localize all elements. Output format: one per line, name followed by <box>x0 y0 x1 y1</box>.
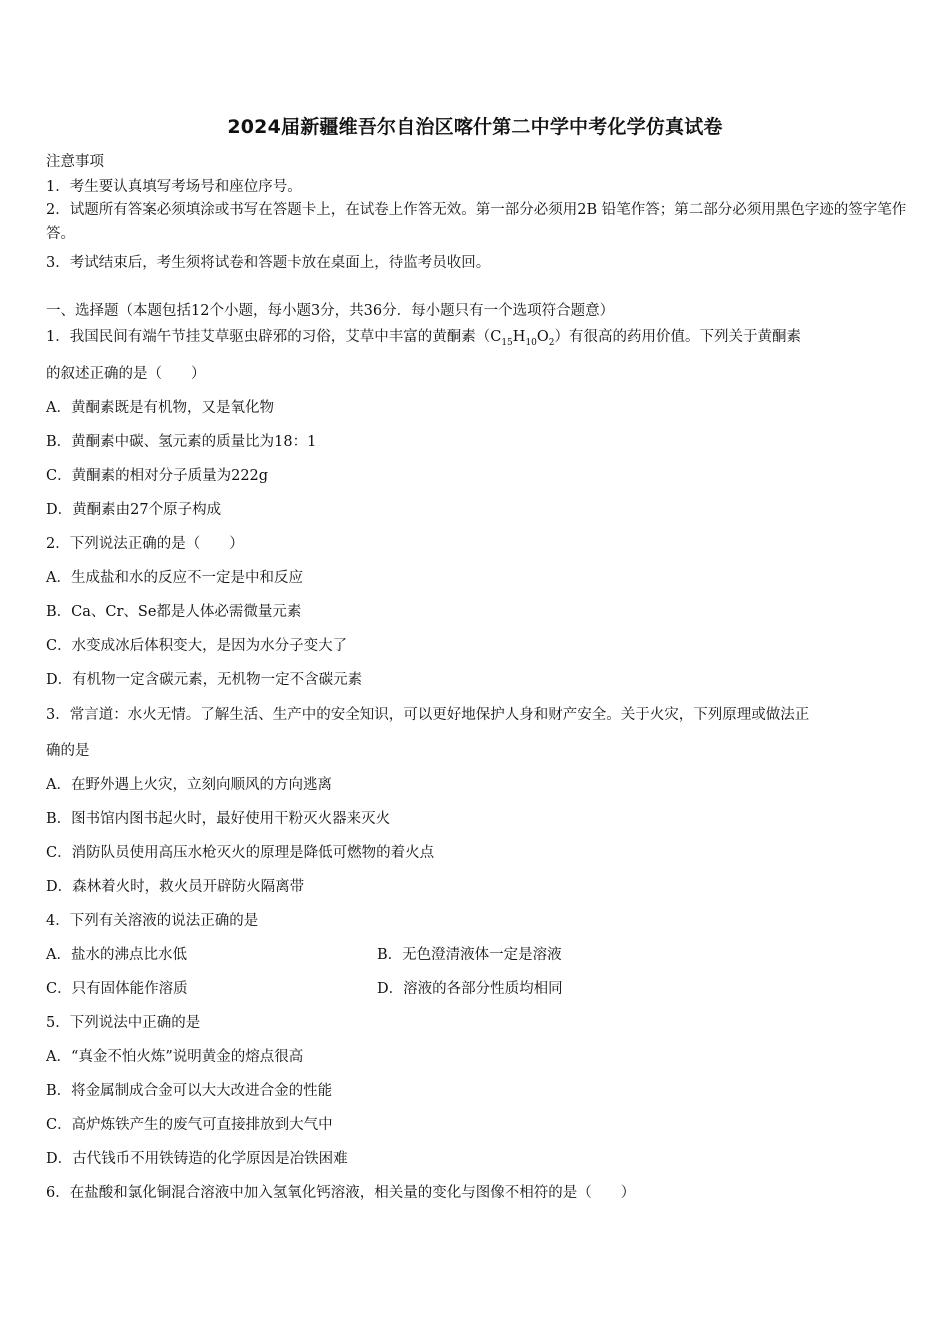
q4-option-d: D．溶液的各部分性质均相同 <box>377 981 563 997</box>
q4-option-b: B．无色澄清液体一定是溶液 <box>377 947 562 963</box>
q2-option-c: C．水变成冰后体积变大，是因为水分子变大了 <box>46 638 348 654</box>
q1-stem: 1．我国民间有端午节挂艾草驱虫辟邪的习俗，艾草中丰富的黄酮素$(C_{15}H_{10}O_2)$有很高的药用价值。下列关于黄酮素 <box>46 329 802 348</box>
q1-option-c: C．黄酮素的相对分子质量为222g <box>46 468 269 484</box>
page-title: 2024届新疆维吾尔自治区喀什第二中学中考化学仿真试卷 <box>227 116 723 138</box>
q5-option-b: B．将金属制成合金可以大大改进合金的性能 <box>46 1083 333 1099</box>
q3-option-d: D．森林着火时，救火员开辟防火隔离带 <box>46 879 305 895</box>
q1-stem-continued: 的叙述正确的是（ ） <box>46 366 206 382</box>
q3-option-a: A．在野外遇上火灾，立刻向顺风的方向逃离 <box>46 777 332 793</box>
q5-stem: 5．下列说法中正确的是 <box>46 1015 201 1031</box>
q3-option-b: B．图书馆内图书起火时，最好使用干粉灭火器来灭火 <box>46 811 391 827</box>
q5-option-c: C．高炉炼铁产生的废气可直接排放到大气中 <box>46 1117 333 1133</box>
q2-option-a: A．生成盐和水的反应不一定是中和反应 <box>46 570 303 586</box>
q5-option-d: D．古代钱币不用铁铸造的化学原因是冶铁困难 <box>46 1151 348 1167</box>
q6-stem: 6．在盐酸和氯化铜混合溶液中加入氢氧化钙溶液，相关量的变化与图像不相符的是（ ） <box>46 1185 636 1201</box>
q3-stem-continued: 确的是 <box>46 743 90 759</box>
q2-stem: 2．下列说法正确的是（ ） <box>46 536 244 552</box>
q4-stem: 4．下列有关溶液的说法正确的是 <box>46 913 259 929</box>
q3-stem: 3．常言道：水火无情。了解生活、生产中的安全知识，可以更好地保护人身和财产安全。关于火灾，下列原理或做法正 <box>46 707 810 723</box>
q4-option-c: C．只有固体能作溶质 <box>46 981 188 997</box>
q1-option-b: B．黄酮素中碳、氢元素的质量比为18：1 <box>46 434 317 450</box>
q2-option-b: B．Ca、Cr、Se都是人体必需微量元素 <box>46 604 302 620</box>
notice-heading: 注意事项 <box>46 154 104 170</box>
q4-option-a: A．盐水的沸点比水低 <box>46 947 187 963</box>
q1-option-d: D．黄酮素由27个原子构成 <box>46 502 222 518</box>
q1-option-a: A．黄酮素既是有机物，又是氧化物 <box>46 400 274 416</box>
section-heading: 一、选择题（本题包括12个小题，每小题3分，共36分．每小题只有一个选项符合题意） <box>46 303 615 319</box>
notice-item-1: 1．考生要认真填写考场号和座位序号。 <box>46 179 302 195</box>
q2-option-d: D．有机物一定含碳元素，无机物一定不含碳元素 <box>46 672 363 688</box>
q3-option-c: C．消防队员使用高压水枪灭火的原理是降低可燃物的着火点 <box>46 845 435 861</box>
notice-item-3: 3．考试结束后，考生须将试卷和答题卡放在桌面上，待监考员收回。 <box>46 255 491 271</box>
q5-option-a: A．“真金不怕火炼”说明黄金的熔点很高 <box>46 1049 304 1065</box>
notice-item-2: 2．试题所有答案必须填涂或书写在答题卡上，在试卷上作答无效。第一部分必须用2B 铅笔作答；第二部分必须用黑色字迹的签字笔作答。 <box>46 202 907 242</box>
